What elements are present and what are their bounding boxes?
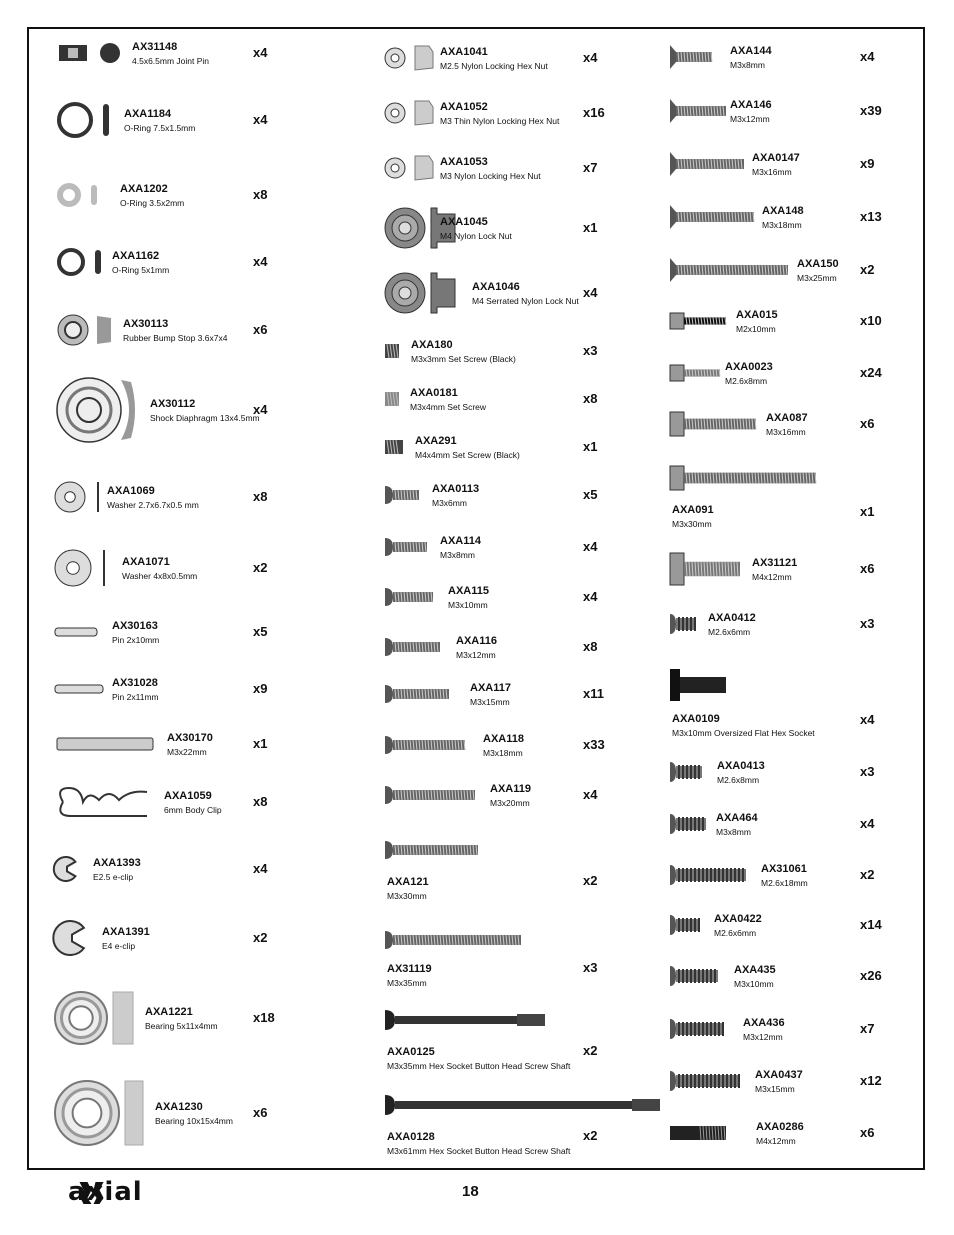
part-quantity: x5 <box>583 487 598 502</box>
part-code: AXA1071 <box>122 556 170 568</box>
part-description: M4x12mm <box>752 572 792 582</box>
part-code: AXA1041 <box>440 46 488 58</box>
part-code: AXA1053 <box>440 156 488 168</box>
part-code: AXA0422 <box>714 913 762 925</box>
washer-icon <box>55 568 65 578</box>
part-quantity: x2 <box>583 873 598 888</box>
brand-wordmark: axial <box>68 1177 143 1207</box>
part-quantity: x3 <box>860 764 875 779</box>
part-code: AX30112 <box>150 398 196 410</box>
part-quantity: x3 <box>860 616 875 631</box>
part-quantity: x6 <box>860 561 875 576</box>
joint-pin-icon <box>55 53 65 63</box>
part-code: AXA119 <box>490 783 531 795</box>
set-screw-icon <box>385 399 395 409</box>
part-description: M3x16mm <box>752 167 792 177</box>
part-description: E4 e-clip <box>102 941 136 951</box>
button-head-screw-icon <box>385 547 395 557</box>
part-quantity: x4 <box>253 861 268 876</box>
part-code: AXA0023 <box>725 361 773 373</box>
set-screw-icon <box>385 447 395 457</box>
flange-nut-icon <box>385 293 395 303</box>
part-code: AXA180 <box>411 339 453 351</box>
nylon-nut-icon <box>385 113 395 123</box>
o-ring-icon <box>55 195 65 205</box>
part-description: M3x3mm Set Screw (Black) <box>411 354 516 364</box>
cap-head-screw-icon <box>670 569 680 579</box>
part-description: O-Ring 5x1mm <box>112 265 170 275</box>
self-tapping-screw-icon <box>670 976 680 986</box>
part-quantity: x8 <box>253 187 268 202</box>
part-description: M2.5 Nylon Locking Hex Nut <box>440 61 548 71</box>
part-code: AXA1059 <box>164 790 212 802</box>
part-description: Rubber Bump Stop 3.6x7x4 <box>123 333 228 343</box>
part-quantity: x2 <box>583 1128 598 1143</box>
page-number: 18 <box>462 1183 479 1200</box>
part-description: M3x10mm <box>448 600 488 610</box>
part-code: AXA436 <box>743 1017 785 1029</box>
part-code: AXA117 <box>470 682 511 694</box>
part-quantity: x1 <box>860 504 875 519</box>
part-description: M2x10mm <box>736 324 776 334</box>
part-quantity: x3 <box>583 960 598 975</box>
pin-icon <box>55 689 65 699</box>
button-head-screw-icon <box>385 647 395 657</box>
part-code: AXA1393 <box>93 857 141 869</box>
part-code: AXA091 <box>672 504 714 516</box>
part-description: M3x18mm <box>762 220 802 230</box>
part-description: M3x22mm <box>167 747 207 757</box>
part-code: AXA1052 <box>440 101 488 113</box>
part-description: Washer 4x8x0.5mm <box>122 571 198 581</box>
part-description: M3x12mm <box>456 650 496 660</box>
part-quantity: x2 <box>583 1043 598 1058</box>
self-tapping-screw-icon <box>670 772 680 782</box>
part-quantity: x33 <box>583 737 605 752</box>
screw-shaft-icon <box>385 1105 395 1115</box>
part-quantity: x11 <box>583 686 604 701</box>
part-quantity: x8 <box>583 639 598 654</box>
set-screw-long-icon <box>670 1133 680 1143</box>
part-quantity: x6 <box>860 416 875 431</box>
part-description: M3x20mm <box>490 798 530 808</box>
part-code: AXA291 <box>415 435 457 447</box>
part-code: AX30170 <box>167 732 213 744</box>
part-quantity: x10 <box>860 313 882 328</box>
self-tapping-screw-icon <box>670 824 680 834</box>
cap-head-screw-icon <box>670 321 680 331</box>
part-description: Pin 2x10mm <box>112 635 160 645</box>
cap-head-screw-icon <box>670 373 680 383</box>
cap-head-screw-icon <box>670 478 680 488</box>
bearing-icon <box>55 1018 65 1028</box>
part-quantity: x2 <box>860 262 875 277</box>
part-description: M3x6mm <box>432 498 467 508</box>
bump-stop-icon <box>55 330 65 340</box>
part-quantity: x6 <box>253 1105 268 1120</box>
part-description: M3x61mm Hex Socket Button Head Screw Shaft <box>387 1146 571 1156</box>
part-description: M3x8mm <box>716 827 751 837</box>
nylon-nut-icon <box>385 168 395 178</box>
part-quantity: x13 <box>860 209 882 224</box>
part-code: AX31121 <box>752 557 798 569</box>
part-description: M3x15mm <box>470 697 510 707</box>
part-description: 6mm Body Clip <box>164 805 222 815</box>
part-code: AX30163 <box>112 620 158 632</box>
part-description: E2.5 e-clip <box>93 872 134 882</box>
part-code: AXA150 <box>797 258 839 270</box>
part-description: Bearing 10x15x4mm <box>155 1116 233 1126</box>
part-quantity: x2 <box>253 560 268 575</box>
part-code: AXA146 <box>730 99 772 111</box>
part-code: AXA0181 <box>410 387 458 399</box>
part-quantity: x3 <box>583 343 598 358</box>
part-quantity: x8 <box>253 794 268 809</box>
part-description: M4 Nylon Lock Nut <box>440 231 512 241</box>
part-code: AXA0109 <box>672 713 720 725</box>
part-code: AX31148 <box>132 41 178 53</box>
part-description: M3x4mm Set Screw <box>410 402 487 412</box>
part-quantity: x26 <box>860 968 882 983</box>
button-head-screw-icon <box>385 795 395 805</box>
part-description: M3x12mm <box>730 114 770 124</box>
part-code: AXA0125 <box>387 1046 435 1058</box>
part-code: AXA1162 <box>112 250 160 262</box>
self-tapping-screw-icon <box>670 925 680 935</box>
part-quantity: x2 <box>860 867 875 882</box>
part-description: M3x30mm <box>387 891 427 901</box>
part-quantity: x18 <box>253 1010 275 1025</box>
flange-nut-icon <box>385 228 395 238</box>
part-code: AXA0437 <box>755 1069 803 1081</box>
part-code: AXA1184 <box>124 108 172 120</box>
body-clip-icon <box>55 802 65 812</box>
part-description: M2.6x8mm <box>717 775 760 785</box>
part-quantity: x4 <box>860 816 875 831</box>
button-head-screw-icon <box>385 597 395 607</box>
part-description: M3x35mm Hex Socket Button Head Screw Shaft <box>387 1061 571 1071</box>
part-description: M4x12mm <box>756 1136 796 1146</box>
screw-shaft-icon <box>385 1020 395 1030</box>
part-quantity: x12 <box>860 1073 882 1088</box>
part-code: AXA1202 <box>120 183 168 195</box>
part-description: M3x18mm <box>483 748 523 758</box>
button-head-screw-icon <box>385 850 395 860</box>
part-description: O-Ring 7.5x1.5mm <box>124 123 196 133</box>
part-description: Washer 2.7x6.7x0.5 mm <box>107 500 199 510</box>
part-quantity: x4 <box>860 712 875 727</box>
part-description: M3x10mm Oversized Flat Hex Socket <box>672 728 815 738</box>
button-head-screw-icon <box>385 694 395 704</box>
part-quantity: x4 <box>860 49 875 64</box>
part-description: M3x10mm <box>734 979 774 989</box>
part-quantity: x4 <box>583 539 598 554</box>
part-code: AXA087 <box>766 412 808 424</box>
cap-head-screw-icon <box>670 424 680 434</box>
button-head-screw-icon <box>385 495 395 505</box>
part-description: M3 Nylon Locking Hex Nut <box>440 171 541 181</box>
part-description: M2.6x6mm <box>714 928 757 938</box>
part-quantity: x1 <box>583 439 598 454</box>
part-code: AX31119 <box>387 963 432 975</box>
o-ring-icon <box>55 262 65 272</box>
part-description: 4.5x6.5mm Joint Pin <box>132 56 210 66</box>
part-description: M2.6x6mm <box>708 627 751 637</box>
part-quantity: x8 <box>253 489 268 504</box>
part-quantity: x4 <box>253 254 268 269</box>
part-description: Bearing 5x11x4mm <box>145 1021 218 1031</box>
self-tapping-screw-icon <box>670 875 680 885</box>
part-code: AXA0147 <box>752 152 800 164</box>
part-quantity: x1 <box>253 736 268 751</box>
flat-head-screw-icon <box>670 164 680 174</box>
part-description: Pin 2x11mm <box>112 692 159 702</box>
part-code: AXA0113 <box>432 483 480 495</box>
part-code: AXA1045 <box>440 216 488 228</box>
part-quantity: x1 <box>583 220 598 235</box>
part-quantity: x6 <box>860 1125 875 1140</box>
diaphragm-icon <box>55 410 65 420</box>
part-quantity: x7 <box>860 1021 875 1036</box>
part-code: AXA114 <box>440 535 481 547</box>
part-quantity: x39 <box>860 103 882 118</box>
part-description: O-Ring 3.5x2mm <box>120 198 185 208</box>
part-code: AXA435 <box>734 964 776 976</box>
part-quantity: x24 <box>860 365 882 380</box>
part-code: AXA464 <box>716 812 758 824</box>
part-description: M3x8mm <box>730 60 765 70</box>
pin-icon <box>55 632 65 642</box>
flat-head-screw-icon <box>670 57 680 67</box>
part-description: M2.6x8mm <box>725 376 768 386</box>
part-description: M3x15mm <box>755 1084 795 1094</box>
part-quantity: x4 <box>253 45 268 60</box>
part-code: AXA0413 <box>717 760 765 772</box>
o-ring-icon <box>55 120 65 130</box>
part-quantity: x16 <box>583 105 605 120</box>
part-code: AXA148 <box>762 205 804 217</box>
part-code: AXA116 <box>456 635 497 647</box>
part-quantity: x2 <box>253 930 268 945</box>
part-description: M3x8mm <box>440 550 475 560</box>
part-quantity: x9 <box>253 681 268 696</box>
part-description: M3x16mm <box>766 427 806 437</box>
self-tapping-screw-icon <box>670 1029 680 1039</box>
part-description: M3x30mm <box>672 519 712 529</box>
washer-icon <box>55 497 65 507</box>
part-code: AXA1391 <box>102 926 150 938</box>
part-code: AXA0128 <box>387 1131 435 1143</box>
part-code: AXA1046 <box>472 281 520 293</box>
e-clip-icon <box>55 938 65 948</box>
flat-head-screw-icon <box>670 270 680 280</box>
part-quantity: x4 <box>253 402 268 417</box>
part-quantity: x5 <box>253 624 268 639</box>
part-quantity: x4 <box>253 112 268 127</box>
part-code: AXA115 <box>448 585 489 597</box>
part-description: M3x25mm <box>797 273 837 283</box>
part-description: Shock Diaphragm 13x4.5mm <box>150 413 260 423</box>
part-code: AXA1221 <box>145 1006 193 1018</box>
part-code: AXA144 <box>730 45 772 57</box>
part-description: M2.6x18mm <box>761 878 808 888</box>
oversized-flat-screw-icon <box>670 685 680 695</box>
part-quantity: x7 <box>583 160 598 175</box>
e-clip-icon <box>55 869 65 879</box>
part-quantity: x14 <box>860 917 882 932</box>
part-code: AXA0286 <box>756 1121 804 1133</box>
part-description: M4x4mm Set Screw (Black) <box>415 450 520 460</box>
part-code: AX31061 <box>761 863 807 875</box>
part-code: AXA1230 <box>155 1101 203 1113</box>
part-code: AX31028 <box>112 677 158 689</box>
part-description: M4 Serrated Nylon Lock Nut <box>472 296 579 306</box>
nylon-nut-icon <box>385 58 395 68</box>
shaft-icon <box>55 744 65 754</box>
part-quantity: x4 <box>583 589 598 604</box>
part-code: AX30113 <box>123 318 169 330</box>
part-quantity: x4 <box>583 50 598 65</box>
flat-head-screw-icon <box>670 217 680 227</box>
part-code: AXA121 <box>387 876 429 888</box>
bearing-icon <box>55 1113 65 1123</box>
part-code: AXA0412 <box>708 612 756 624</box>
part-quantity: x4 <box>583 285 598 300</box>
part-quantity: x6 <box>253 322 268 337</box>
button-head-screw-icon <box>385 745 395 755</box>
self-tapping-screw-icon <box>670 624 680 634</box>
part-description: M3x35mm <box>387 978 427 988</box>
flat-head-screw-icon <box>670 111 680 121</box>
part-quantity: x4 <box>583 787 598 802</box>
self-tapping-screw-icon <box>670 1081 680 1091</box>
part-quantity: x9 <box>860 156 875 171</box>
part-code: AXA118 <box>483 733 524 745</box>
set-screw-icon <box>385 351 395 361</box>
part-description: M3 Thin Nylon Locking Hex Nut <box>440 116 560 126</box>
part-quantity: x8 <box>583 391 598 406</box>
part-code: AXA1069 <box>107 485 155 497</box>
part-description: M3x12mm <box>743 1032 783 1042</box>
button-head-screw-icon <box>385 940 395 950</box>
part-code: AXA015 <box>736 309 778 321</box>
